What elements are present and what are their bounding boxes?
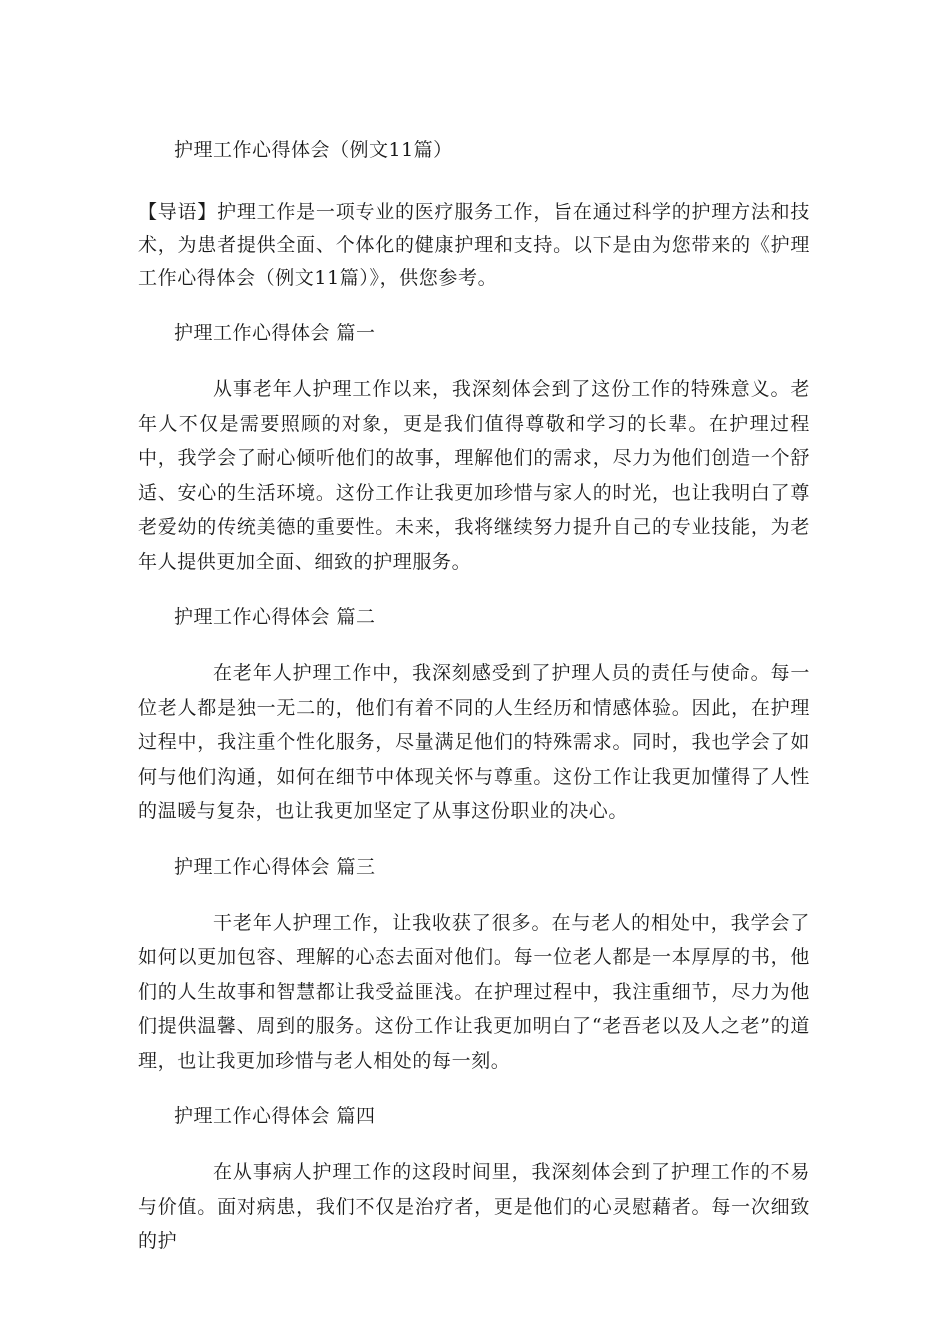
section-body-1: 从事老年人护理工作以来，我深刻体会到了这份工作的特殊意义。老年人不仅是需要照顾的对象，更是我们值得尊敬和学习的长辈。在护理过程中，我学会了耐心倾听他们的故事，理解他们的需求，尽力为他们创造一个舒适、安心的生活环境。这份工作让我更加珍惜与家人的时光，也让我明白了尊老爱幼的传统美德的重要性。未来，我将继续努力提升自己的专业技能，为老年人提供更加全面、细致的护理服务。 [138,378,810,573]
document-page [138,122,810,1259]
section-body-4: 在从事病人护理工作的这段时间里，我深刻体会到了护理工作的不易与价值。面对病患，我们不仅是治疗者，更是他们的心灵慰藉者。每一次细致的护 [138,1161,810,1252]
section-heading-3: 护理工作心得体会 篇三 [174,855,376,878]
intro-paragraph: 【导语】护理工作是一项专业的医疗服务工作，旨在通过科学的护理方法和技术，为患者提供全面、个体化的健康护理和支持。以下是由为您带来的《护理工作心得体会（例文11篇）》，供您参考。 [138,201,810,289]
section-heading-2: 护理工作心得体会 篇二 [174,606,376,628]
section-body-3: 干老年人护理工作，让我收获了很多。在与老人的相处中，我学会了如何以更加包容、理解的心态去面对他们。每一位老人都是一本厚厚的书，他们的人生故事和智慧都让我受益匪浅。在护理过程中，我注重细节，尽力为他们提供温馨、周到的服务。这份工作让我更加明白了“老吾老以及人之老”的道理，也让我更加珍惜与老人相处的每一刻。 [138,911,810,1072]
section-heading-4: 护理工作心得体会 篇四 [174,1105,376,1127]
section-body-2: 在老年人护理工作中，我深刻感受到了护理人员的责任与使命。每一位老人都是独一无二的，他们有着不同的人生经历和情感体验。因此，在护理过程中，我注重个性化服务，尽量满足他们的特殊需求。同时，我也学会了如何与他们沟通，如何在细节中体现关怀与尊重。这份工作让我更加懂得了人性的温暖与复杂，也让我更加坚定了从事这份职业的决心。 [138,662,810,822]
section-heading-1: 护理工作心得体会 篇一 [174,322,376,344]
document-title: 护理工作心得体会（例文11篇） [174,139,453,161]
